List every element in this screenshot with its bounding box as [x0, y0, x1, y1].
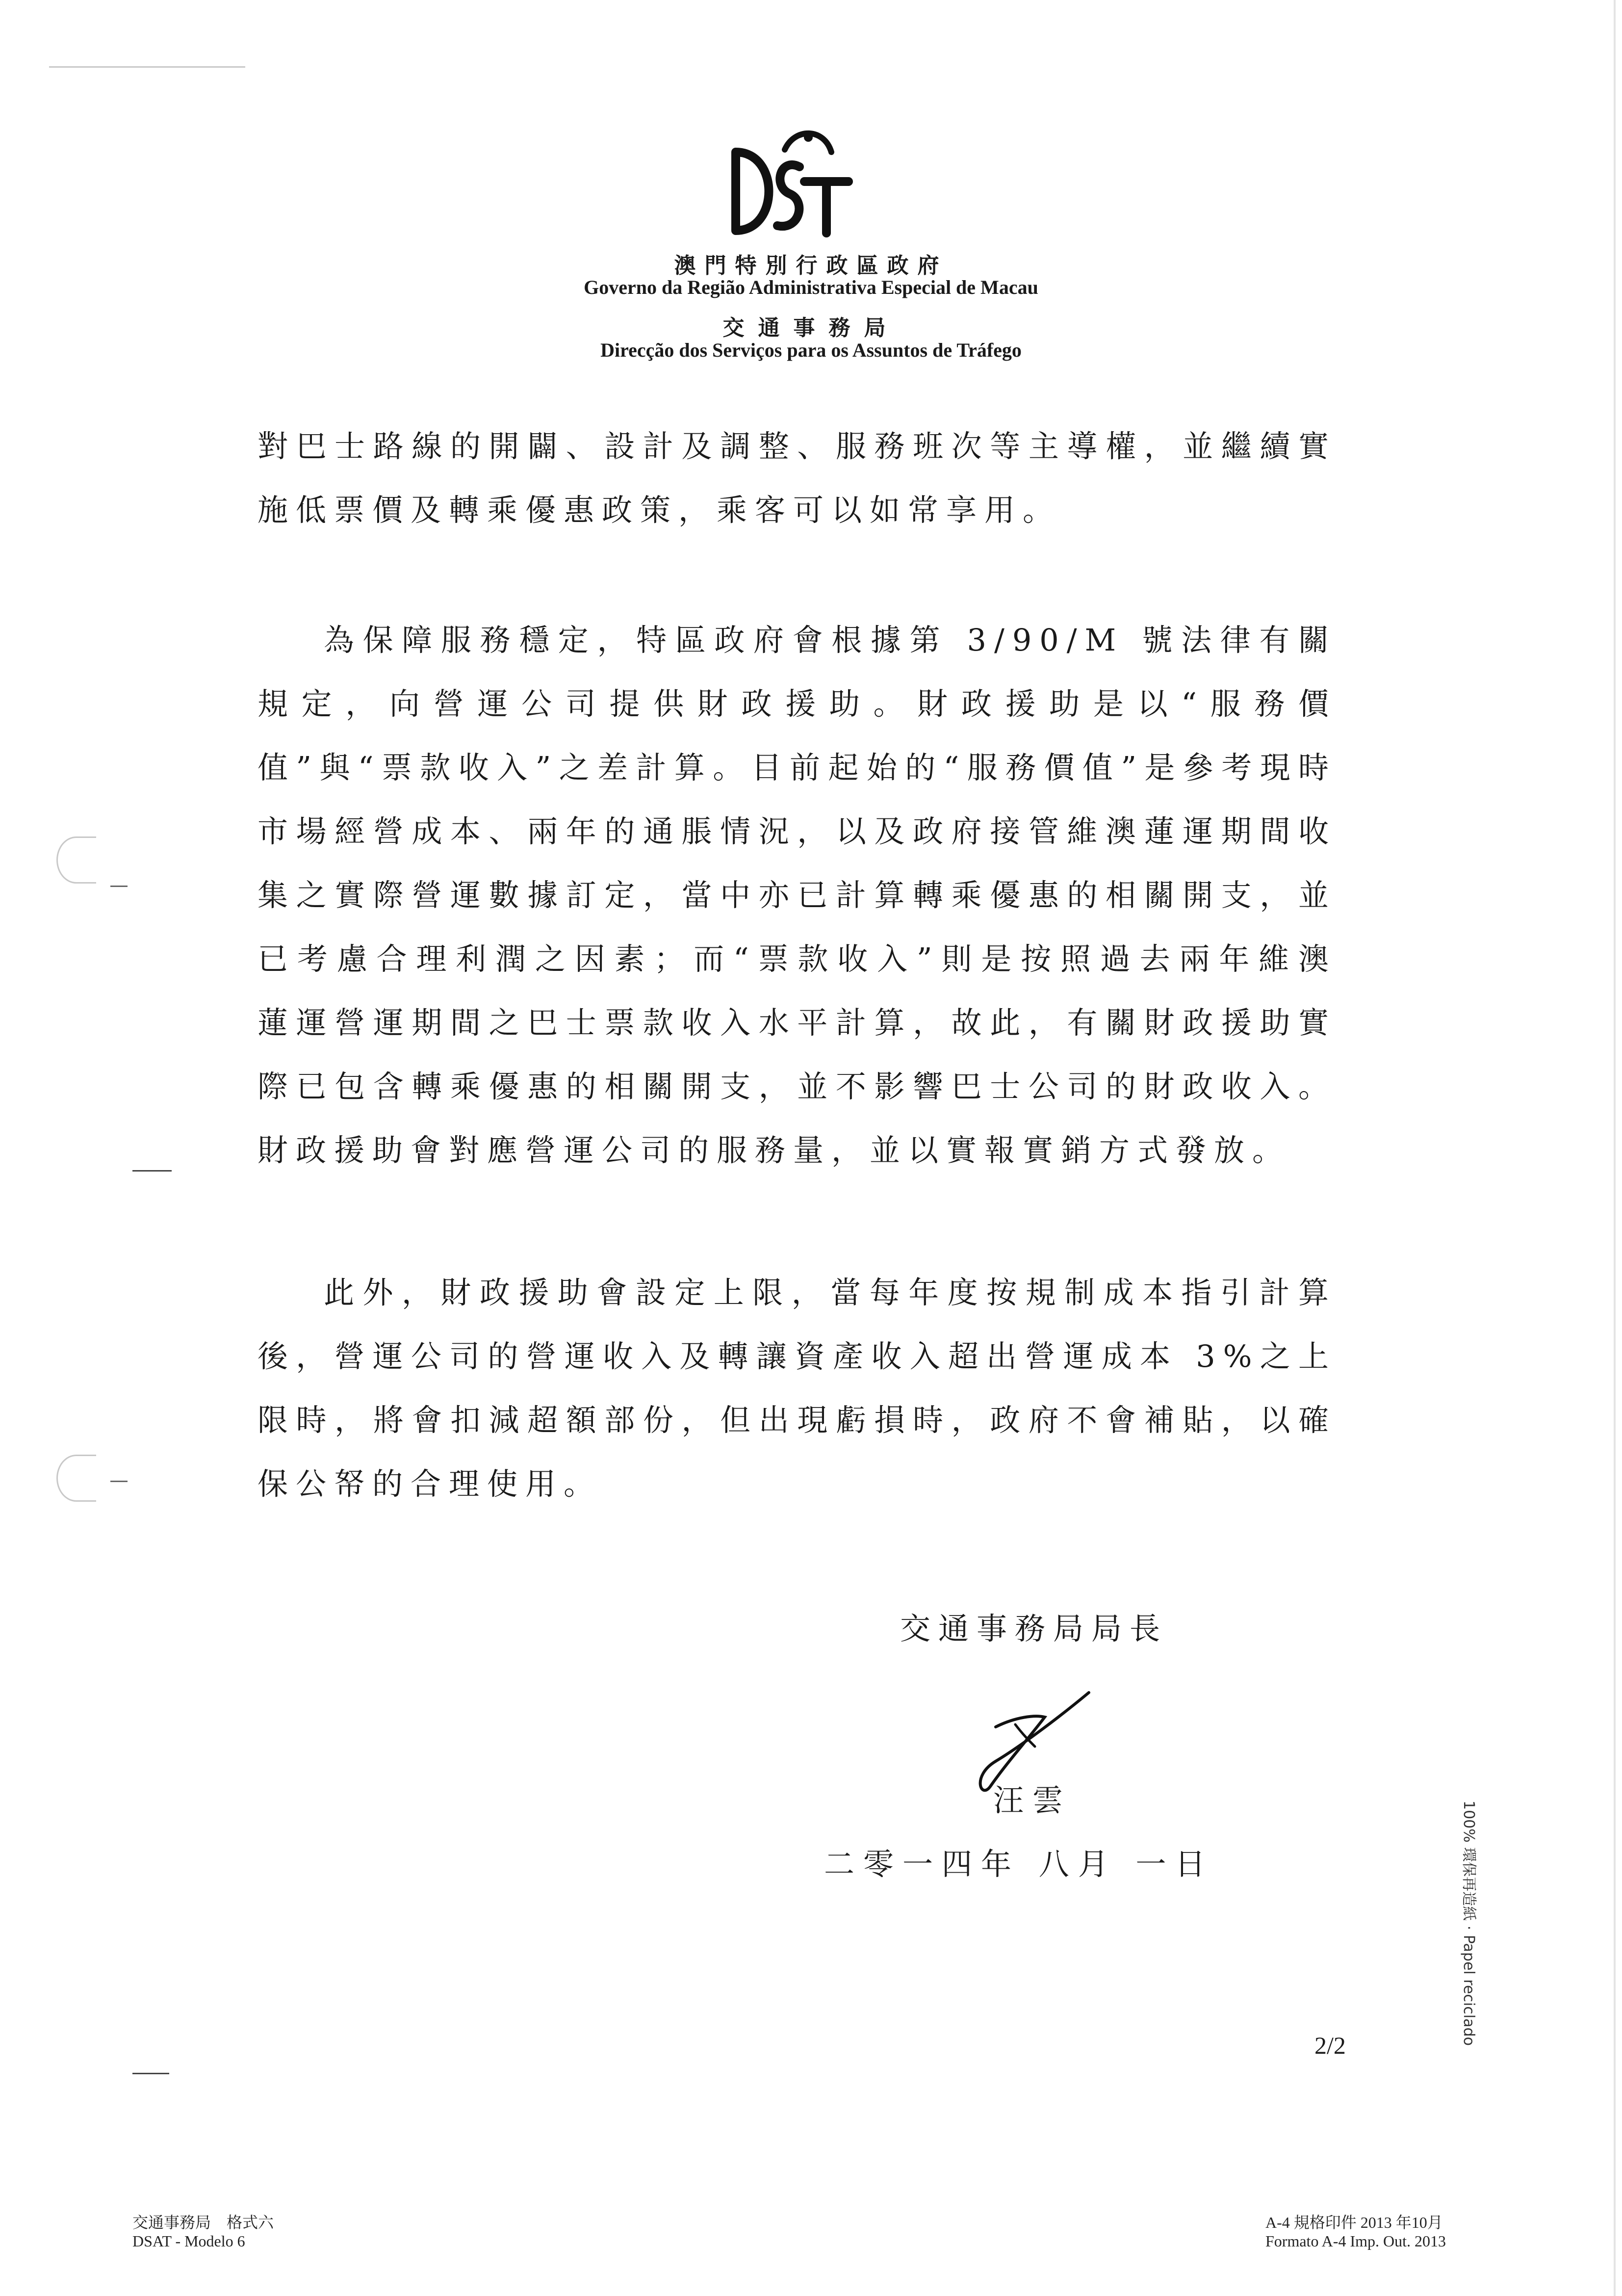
page-edge [1614, 0, 1616, 2296]
body-paragraph-3: 此外，財政援助會設定上限，當每年度按規制成本指引計算後，營運公司的營運收入及轉讓資產收入超出營運成本 3%之上限時，將會扣減超額部份，但出現虧損時，政府不會補貼，以確保公帑的合理使用。 [257, 1275, 1337, 1502]
fold-mark [132, 2073, 169, 2074]
document-date: 二零一四年 八月 一日 [824, 1846, 1214, 1882]
government-name-pt: Governo da Região Administrativa Especial de Macau [584, 276, 1038, 298]
scan-mark [110, 886, 128, 887]
footer-form-zh: 交通事務局 格式六 [132, 2214, 274, 2231]
footer-format-zh: A-4 規格印件 2013 年10月 [1265, 2214, 1443, 2231]
footer-format-pt: Formato A-4 Imp. Out. 2013 [1265, 2232, 1446, 2250]
body-paragraph-2: 為保障服務穩定，特區政府會根據第 3/90/M 號法律有關規定，向營運公司提供財政援助。財政援助是以“服務價值”與“票款收入”之差計算。目前起始的“服務價值”是參考現時市場經營成本、兩年的通脹情況，以及政府接管維澳蓮運期間收集之實際營運數據訂定，當中亦已計算轉乘優惠的相關開支，並已考慮合理利潤之因素；而“票款收入”則是按照過去兩年維澳蓮運營運期間之巴士票款收入水平計算，故此，有關財政援助實際已包含轉乘優惠的相關開支，並不影響巴士公司的財政收入。財政援助會對應營運公司的服務量，並以實報實銷方式發放。 [257, 622, 1337, 1168]
bureau-name-pt: Direcção dos Serviços para os Assuntos de Tráfego [600, 339, 1022, 361]
footer-form-pt: DSAT - Modelo 6 [132, 2232, 245, 2250]
signatory-title: 交通事務局局長 [900, 1611, 1168, 1646]
scan-edge [49, 66, 245, 68]
fold-mark [132, 1170, 172, 1172]
scan-mark [110, 1481, 128, 1482]
recycled-paper-note: 100% 環保再造紙 · Papel reciclado [1460, 1800, 1477, 2046]
bureau-name-zh: 交通事務局 [722, 315, 900, 340]
signatory-name: 汪雲 [993, 1782, 1072, 1818]
dsat-logo [726, 123, 853, 240]
government-name-zh: 澳門特別行政區政府 [674, 253, 948, 278]
punch-hole-mark [56, 1455, 96, 1502]
punch-hole-mark [56, 836, 96, 884]
body-paragraph-1: 對巴士路線的開闢、設計及調整、服務班次等主導權，並繼續實施低票價及轉乘優惠政策，乘客可以如常享用。 [257, 428, 1337, 528]
page-number: 2/2 [1314, 2032, 1346, 2059]
